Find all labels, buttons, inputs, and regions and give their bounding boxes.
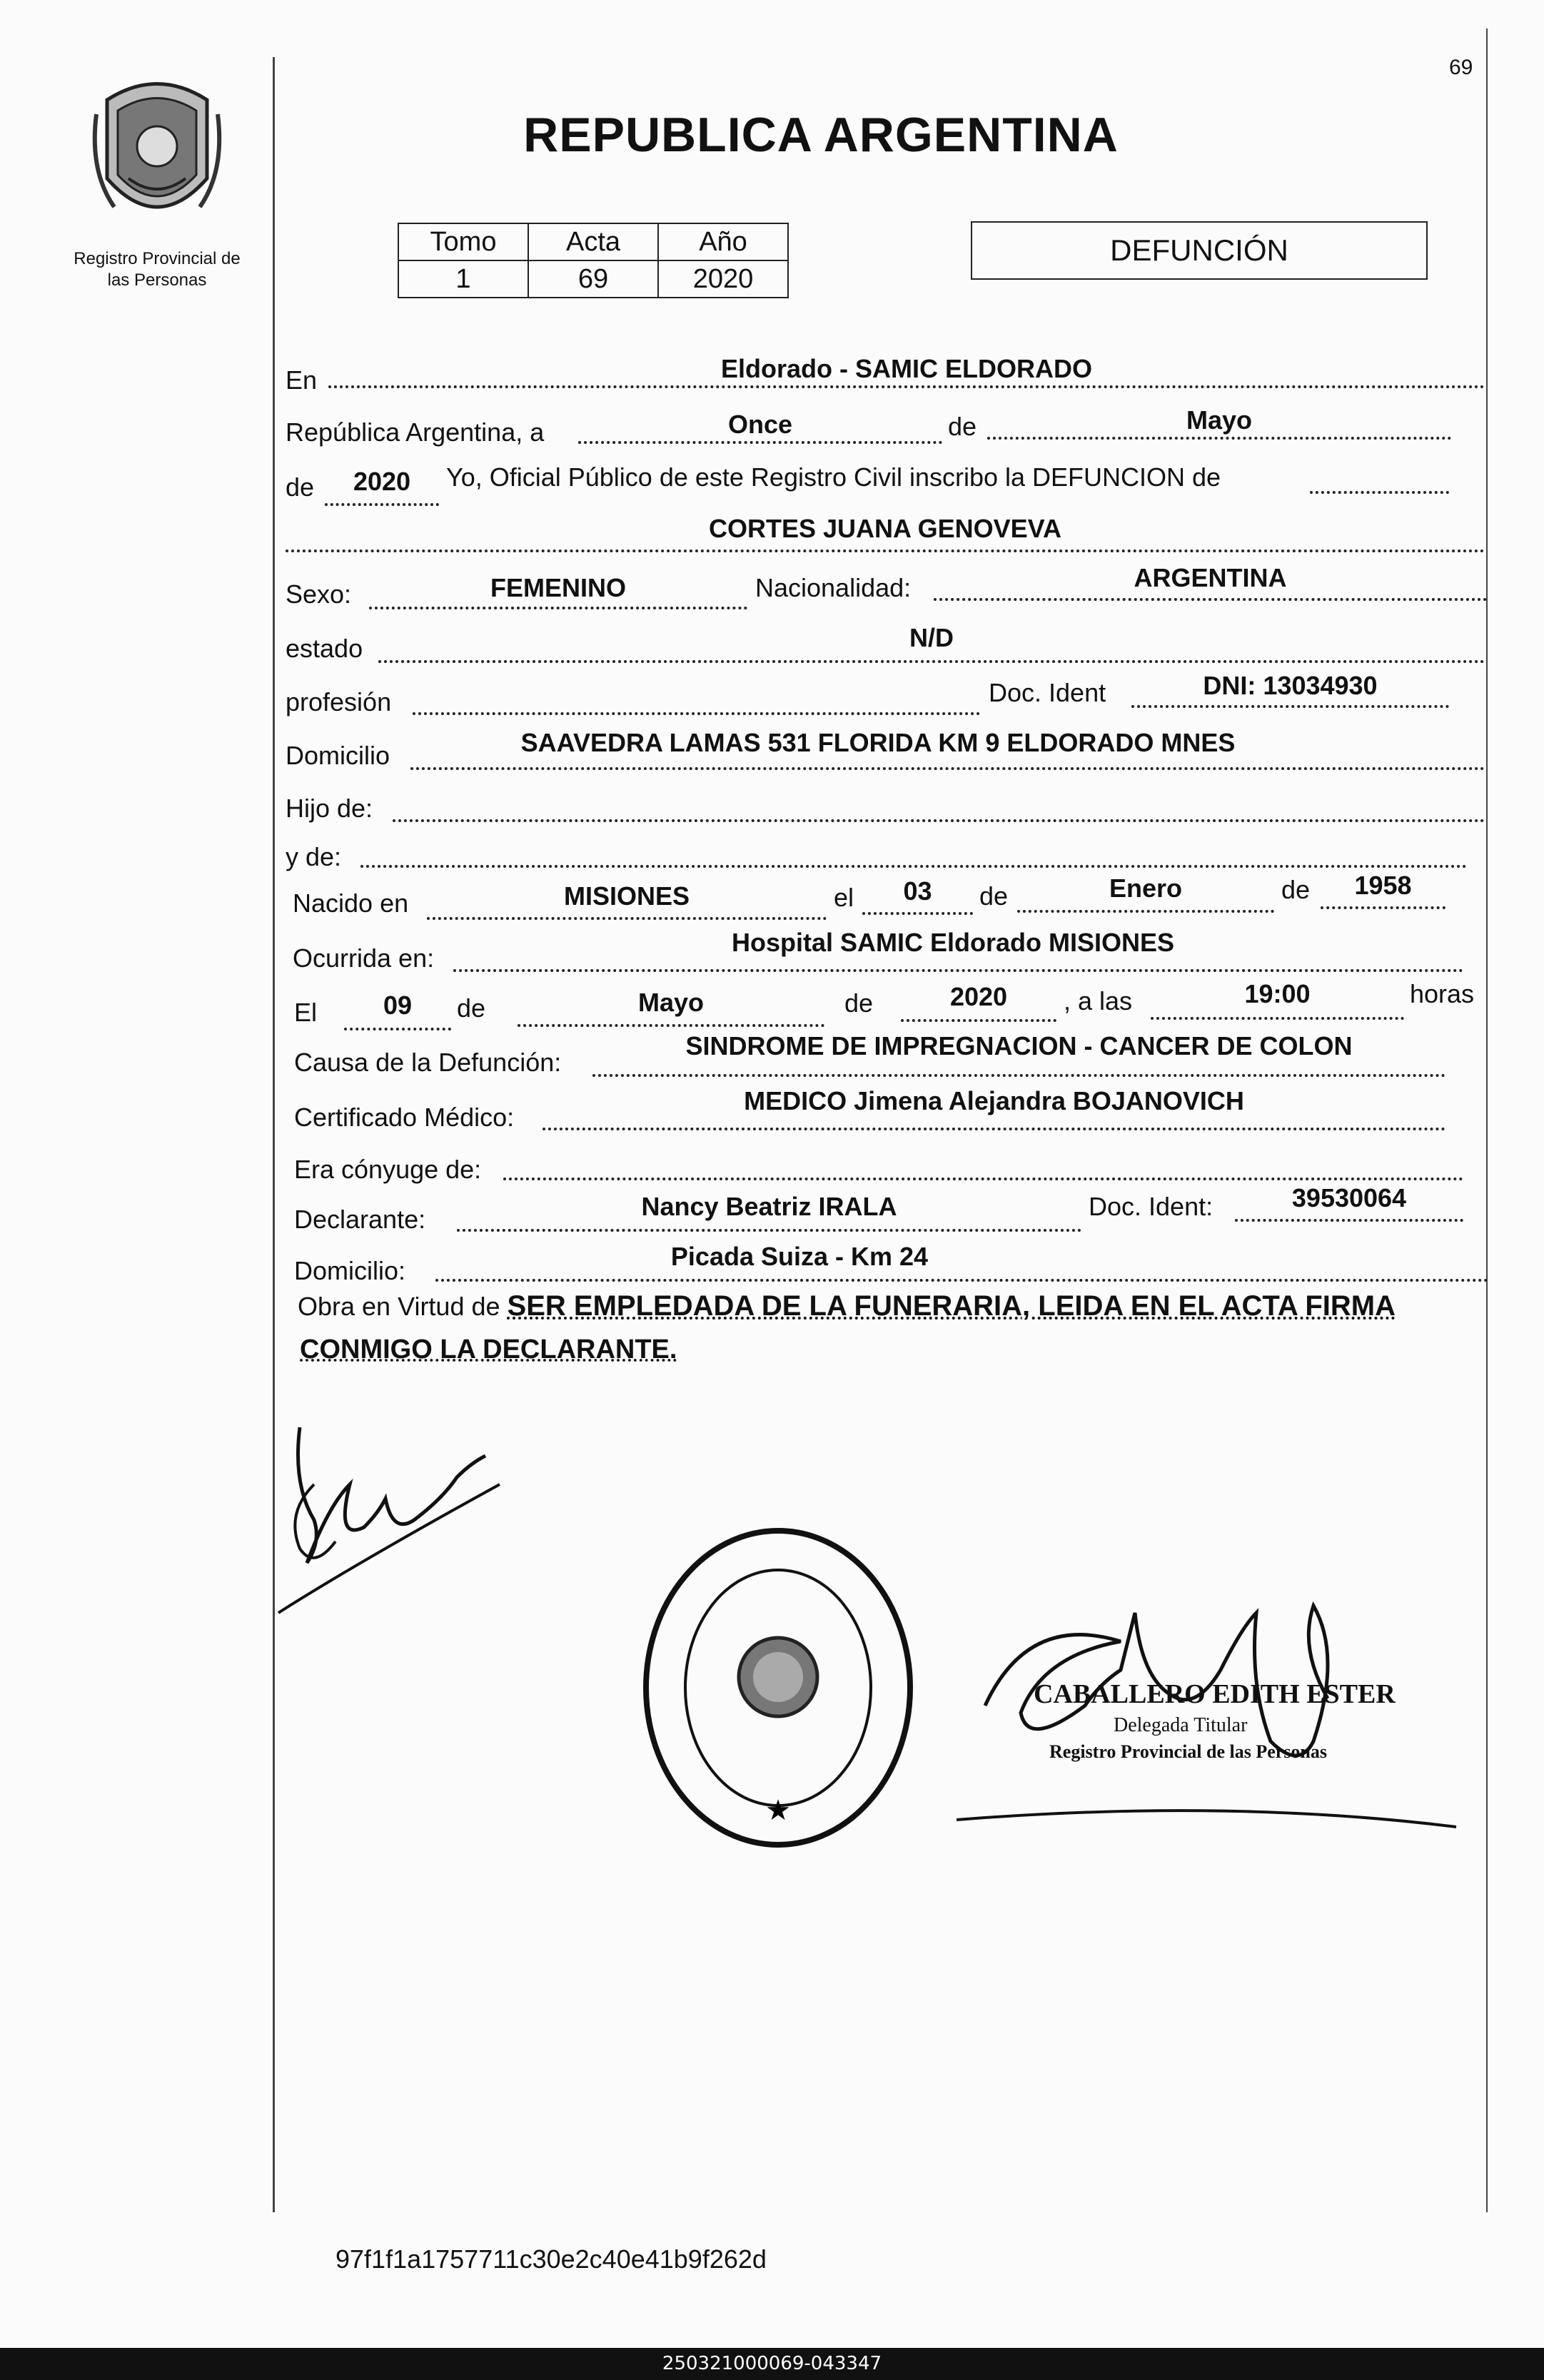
left-margin-line <box>273 57 275 2212</box>
tomo-header: Tomo <box>398 223 528 260</box>
official-role: Delegada Titular <box>1114 1714 1248 1736</box>
dotted-line <box>369 607 747 609</box>
value-obra-line2: CONMIGO LA DECLARANTE. <box>300 1335 677 1364</box>
label-republica: República Argentina, a <box>286 417 545 447</box>
dotted-line <box>344 1028 451 1031</box>
svg-text:★: ★ <box>765 1794 791 1827</box>
label-de-c: de <box>457 993 486 1023</box>
label-de: de <box>948 412 977 441</box>
barcode-strip: 250321000069-043347 <box>0 2348 1544 2380</box>
value-decl-doc: 39530064 <box>1291 1183 1407 1212</box>
value-causa: SINDROME DE IMPREGNACION - CANCER DE COLON <box>685 1031 1353 1060</box>
value-sexo: FEMENINO <box>490 573 626 602</box>
document-title: REPUBLICA ARGENTINA <box>523 108 1119 162</box>
dotted-line <box>1235 1219 1463 1222</box>
value-fall-hora: 19:00 <box>1244 979 1311 1008</box>
dotted-line <box>328 385 1485 388</box>
dotted-line <box>393 819 1485 822</box>
tomo-value: 1 <box>398 260 528 298</box>
value-mes: Mayo <box>1186 405 1253 435</box>
value-nac-mes: Enero <box>1109 873 1183 903</box>
dotted-line <box>543 1128 1445 1130</box>
value-nac-dia: 03 <box>903 876 932 906</box>
dotted-line <box>1017 910 1274 913</box>
label-causa: Causa de la Defunción: <box>294 1048 562 1077</box>
value-domicilio: SAAVEDRA LAMAS 531 FLORIDA KM 9 ELDORADO MNES <box>520 728 1236 757</box>
value-fall-anio: 2020 <box>949 982 1008 1011</box>
label-certificado: Certificado Médico: <box>294 1103 515 1132</box>
document-hash: 97f1f1a1757711c30e2c40e41b9f262d <box>335 2244 767 2274</box>
value-dia: Once <box>727 410 793 439</box>
dotted-line <box>413 712 980 715</box>
label-obra: Obra en Virtud de <box>298 1292 500 1321</box>
dotted-line <box>862 912 973 915</box>
value-ocurrida: Hospital SAMIC Eldorado MISIONES <box>731 928 1175 957</box>
value-obra-line1: SER EMPLEDADA DE LA FUNERARIA, LEIDA EN EL ACTA FIRMA <box>507 1290 1396 1322</box>
dotted-line <box>410 767 1485 770</box>
label-el2: El <box>294 998 318 1027</box>
dotted-line <box>378 660 1485 663</box>
doc-type-box: DEFUNCIÓN <box>971 221 1428 280</box>
table-value-row <box>398 260 788 298</box>
anio-header: Año <box>658 223 788 260</box>
label-de-b: de <box>1281 875 1311 904</box>
dotted-line <box>360 865 1467 868</box>
tomo-acta-table <box>398 223 789 298</box>
label-doc-ident: Doc. Ident <box>989 678 1106 707</box>
value-fall-dia: 09 <box>383 991 413 1020</box>
official-name: CABALLERO EDITH ESTER <box>1034 1679 1396 1709</box>
dotted-line <box>1151 1017 1404 1020</box>
value-anio: 2020 <box>353 467 411 496</box>
dotted-line <box>453 969 1463 972</box>
dotted-line <box>518 1024 824 1027</box>
label-domicilio2: Domicilio: <box>294 1256 406 1285</box>
dotted-line <box>427 917 827 920</box>
value-declarante: Nancy Beatriz IRALA <box>641 1192 897 1221</box>
label-nacido: Nacido en <box>293 888 409 918</box>
obra-line-1 <box>298 1290 1396 1322</box>
value-nac-anio: 1958 <box>1354 871 1412 900</box>
label-yde: y de: <box>286 842 342 871</box>
dotted-line <box>325 503 439 506</box>
value-certificado: MEDICO Jimena Alejandra BOJANOVICH <box>744 1086 1244 1115</box>
registry-label-line2: las Personas <box>107 270 207 290</box>
misiones-seal-logo <box>86 71 228 236</box>
label-alas: , a las <box>1064 986 1133 1016</box>
label-el: el <box>834 883 854 912</box>
label-de2: de <box>286 472 315 502</box>
value-nacionalidad: ARGENTINA <box>1134 563 1287 592</box>
label-de-d: de <box>844 988 874 1018</box>
value-lugar: Eldorado - SAMIC ELDORADO <box>721 354 1092 383</box>
registry-label-line1: Registro Provincial de <box>74 249 241 268</box>
label-horas: horas <box>1410 979 1475 1008</box>
declarant-signature <box>271 1399 514 1634</box>
dotted-line <box>1131 705 1449 708</box>
delegation-round-stamp <box>635 1520 921 1855</box>
label-de-a: de <box>979 881 1009 911</box>
right-margin-line <box>1486 29 1488 2212</box>
dotted-line <box>457 1229 1081 1232</box>
official-registry: Registro Provincial de las Personas <box>1049 1741 1328 1762</box>
value-nacido-en: MISIONES <box>563 881 690 911</box>
page-number: 69 <box>1449 56 1473 79</box>
label-profesion: profesión <box>286 687 392 716</box>
registry-label <box>50 248 264 291</box>
dotted-line <box>901 1019 1056 1022</box>
label-en: En <box>286 365 318 395</box>
dotted-line <box>1310 491 1449 494</box>
dotted-line <box>1321 906 1445 909</box>
anio-value: 2020 <box>658 260 788 298</box>
acta-value: 69 <box>528 260 658 298</box>
acta-header: Acta <box>528 223 658 260</box>
value-nombre: CORTES JUANA GENOVEVA <box>708 514 1062 543</box>
label-domicilio: Domicilio <box>286 741 390 770</box>
label-conyuge: Era cónyuge de: <box>294 1155 482 1184</box>
table-header-row <box>398 223 788 260</box>
value-estado: N/D <box>909 623 954 652</box>
label-sexo: Sexo: <box>286 579 352 609</box>
value-fall-mes: Mayo <box>637 988 705 1017</box>
dotted-line <box>987 437 1451 440</box>
dotted-line <box>503 1178 1463 1180</box>
dotted-line <box>578 441 942 444</box>
dotted-line <box>435 1279 1488 1282</box>
label-estado: estado <box>286 634 363 663</box>
label-yo: Yo, Oficial Público de este Registro Civil inscribo la DEFUNCION de <box>446 462 1221 492</box>
label-nacionalidad: Nacionalidad: <box>755 573 912 602</box>
dotted-line <box>934 598 1487 601</box>
dotted-line <box>592 1074 1445 1077</box>
value-dni: DNI: 13034930 <box>1203 671 1378 700</box>
value-decl-domicilio: Picada Suiza - Km 24 <box>670 1242 929 1271</box>
label-doc-ident2: Doc. Ident: <box>1089 1192 1213 1221</box>
dotted-line <box>286 550 1485 552</box>
label-ocurrida: Ocurrida en: <box>293 943 435 973</box>
label-hijo: Hijo de: <box>286 794 373 823</box>
label-declarante: Declarante: <box>294 1205 426 1234</box>
